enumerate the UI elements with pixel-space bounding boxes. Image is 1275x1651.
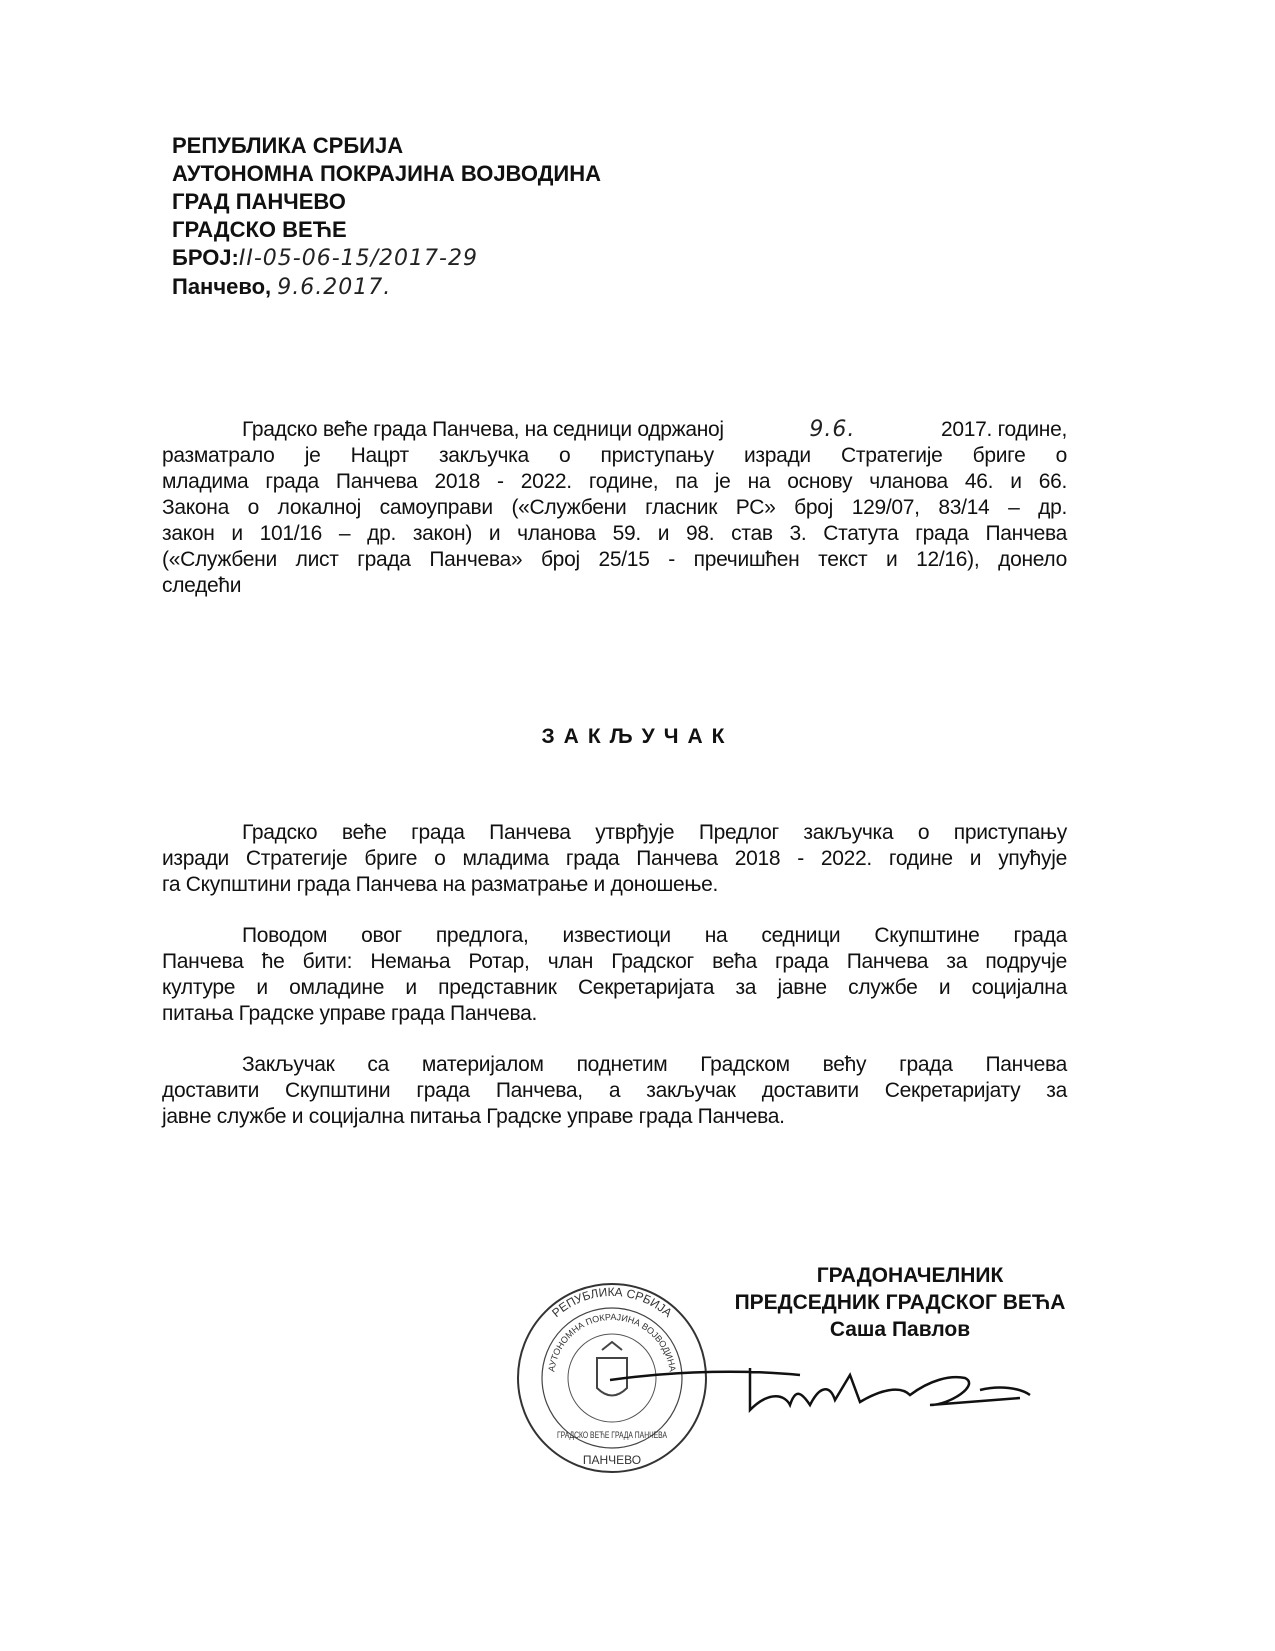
text-line: изради Стратегије бриге о младима града Панчева 2018 - 2022. године и упућује [162, 847, 1067, 870]
place-date [172, 273, 601, 302]
signatory-name: Саша Павлов [829, 1318, 971, 1341]
text-line: Поводом овог предлога, известиоци на седници Скупштине града [242, 924, 1067, 947]
place-label: Панчево, [172, 274, 272, 299]
text-segment: 2017. године, [940, 418, 1067, 441]
text-line: Градско веће града Панчева утврђује Предлог закључка о приступању [242, 821, 1067, 844]
handwritten-date: 9.6.2017. [277, 275, 392, 300]
text-line: закон и 101/16 – др. закон) и чланова 59. и 98. став 3. Статута града Панчева [162, 522, 1067, 545]
text-line: Закона о локалној самоуправи («Службени гласник РС» број 129/07, 83/14 – др. [162, 496, 1067, 519]
svg-text:АУТОНОМНА ПОКРАЈИНА ВОЈВОДИНА: АУТОНОМНА ПОКРАЈИНА ВОЈВОДИНА [546, 1311, 678, 1373]
intro-paragraph [162, 417, 1067, 599]
svg-text:ГРАДСКО ВЕЋЕ ГРАДА ПАНЧЕВА: ГРАДСКО ВЕЋЕ ГРАДА ПАНЧЕВА [557, 1430, 667, 1440]
letterhead-line: ГРАДСКО ВЕЋЕ [172, 217, 347, 242]
text-line: културе и омладине и представник Секретаријата за јавне службе и социјална [162, 976, 1067, 999]
number-label: БРОЈ: [172, 245, 239, 270]
signatory-title: ПРЕДСЕДНИК ГРАДСКОГ ВЕЋА [734, 1291, 1066, 1314]
svg-text:ПАНЧЕВО: ПАНЧЕВО [582, 1453, 642, 1467]
text-line: разматрало је Нацрт закључка о приступању изради Стратегије бриге о [162, 444, 1067, 467]
handwritten-signature [600, 1350, 1060, 1430]
signature-block [720, 1262, 1080, 1343]
text-line: («Службени лист града Панчева» број 25/15 - пречишћен текст и 12/16), донело [162, 548, 1067, 571]
text-line: га Скупштини града Панчева на разматрање и доношење. [162, 873, 719, 896]
letterhead-line: ГРАД ПАНЧЕВО [172, 189, 346, 214]
text-line [162, 417, 1067, 443]
handwritten-number: II-05-06-15/2017-29 [238, 246, 478, 271]
text-segment: Градско веће града Панчева, на седници одржаној [242, 418, 724, 441]
text-line: Панчева ће бити: Немања Ротар, члан Градског већа града Панчева за подручје [162, 950, 1067, 973]
letterhead-line: РЕПУБЛИКА СРБИЈА [172, 133, 404, 158]
letterhead-line: АУТОНОМНА ПОКРАЈИНА ВОЈВОДИНА [172, 161, 601, 186]
letterhead [172, 132, 601, 302]
signatory-title: ГРАДОНАЧЕЛНИК [816, 1264, 1004, 1287]
text-line: јавне службе и социјална питања Градске управе града Панчева. [162, 1105, 785, 1128]
document-title: ЗАКЉУЧАК [541, 725, 734, 748]
text-line: питања Градске управе града Панчева. [162, 1002, 538, 1025]
paragraph-3 [162, 1052, 1067, 1130]
handwritten-date: 9.6. [809, 417, 856, 442]
paragraph-1 [162, 820, 1067, 898]
text-line: доставити Скупштини града Панчева, а закључак доставити Секретаријату за [162, 1079, 1067, 1102]
text-line: младима града Панчева 2018 - 2022. године, па је на основу чланова 46. и 66. [162, 470, 1067, 493]
document-number [172, 244, 601, 273]
text-line: следећи [162, 574, 242, 597]
text-line: Закључак са материјалом поднетим Градском већу града Панчева [242, 1053, 1067, 1076]
svg-text:РЕПУБЛИКА СРБИЈА: РЕПУБЛИКА СРБИЈА [549, 1284, 675, 1321]
paragraph-2 [162, 923, 1067, 1027]
